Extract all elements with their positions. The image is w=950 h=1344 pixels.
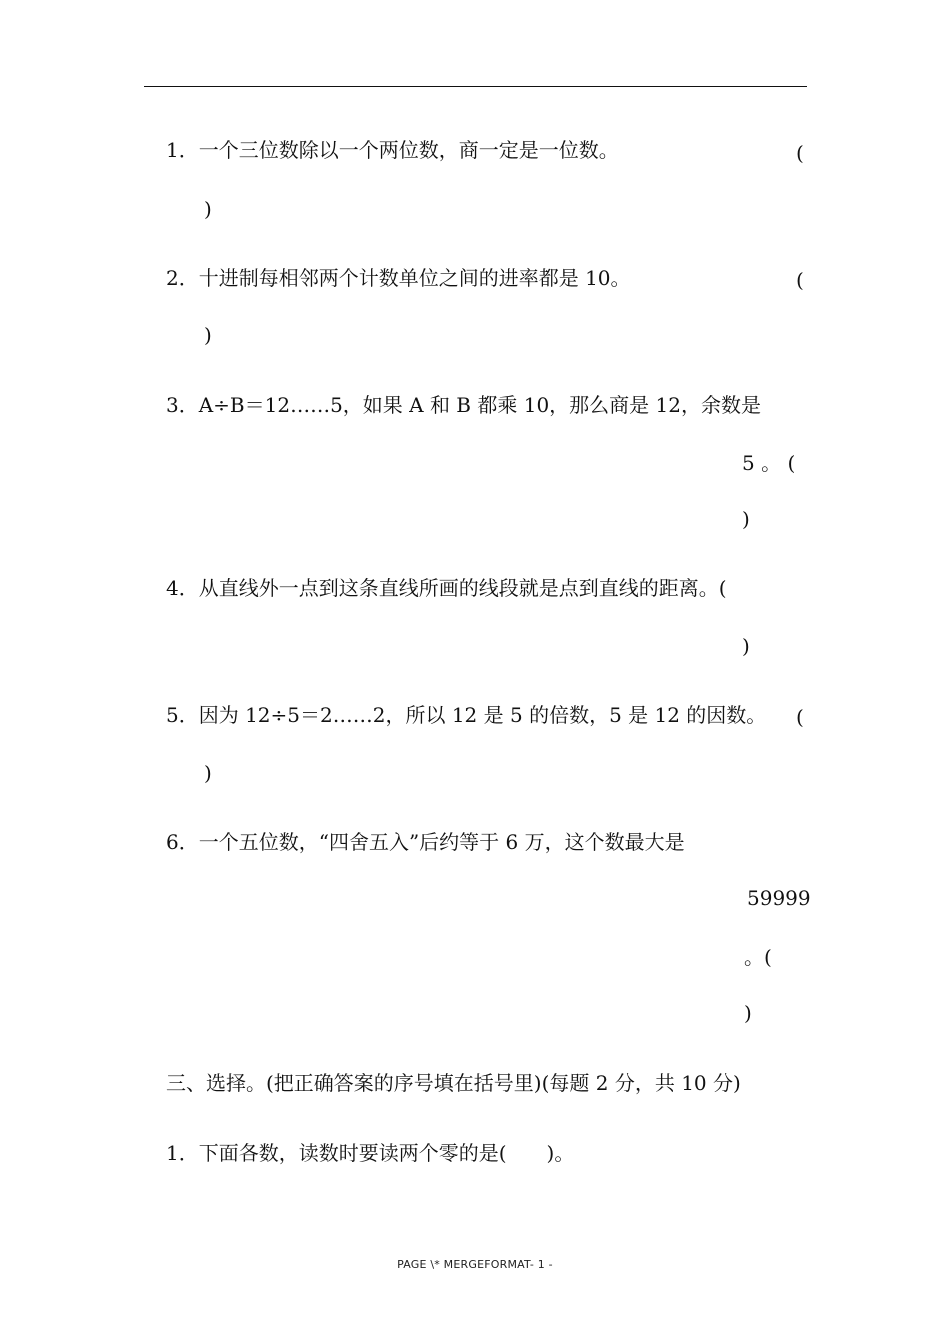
question-6-tail: 。(	[744, 945, 772, 969]
question-5-close-paren: )	[204, 761, 212, 785]
question-6-text: 6．一个五位数，“四舍五入”后约等于 6 万，这个数最大是	[166, 830, 685, 854]
question-5-text: 5．因为 12÷5＝2……2，所以 12 是 5 的倍数，5 是 12 的因数。	[166, 703, 767, 727]
question-3-tail: 5 。 (	[742, 451, 796, 475]
question-2-close-paren: )	[204, 323, 212, 347]
question-4-text: 4．从直线外一点到这条直线所画的线段就是点到直线的距离。(	[166, 576, 727, 600]
question-1-open-paren: (	[796, 141, 804, 165]
question-3-text: 3．A÷B＝12……5，如果 A 和 B 都乘 10，那么商是 12，余数是	[166, 393, 761, 417]
question-1-text: 1．一个三位数除以一个两位数，商一定是一位数。	[166, 138, 619, 162]
question-1-close-paren: )	[204, 197, 212, 221]
question-3-close-paren: )	[742, 507, 750, 531]
choice-question-1: 1．下面各数，读数时要读两个零的是( )。	[166, 1141, 575, 1165]
question-2-open-paren: (	[796, 268, 804, 292]
section-title: 三、选择。(把正确答案的序号填在括号里)(每题 2 分，共 10 分)	[166, 1071, 741, 1095]
question-2-text: 2．十进制每相邻两个计数单位之间的进率都是 10。	[166, 266, 631, 290]
header-rule	[144, 86, 807, 87]
question-4-close-paren: )	[742, 634, 750, 658]
page-footer: PAGE \* MERGEFORMAT- 1 -	[397, 1258, 553, 1271]
question-6-answer-number: 59999	[747, 886, 811, 910]
question-5-open-paren: (	[796, 705, 804, 729]
question-6-close-paren: )	[744, 1001, 752, 1025]
